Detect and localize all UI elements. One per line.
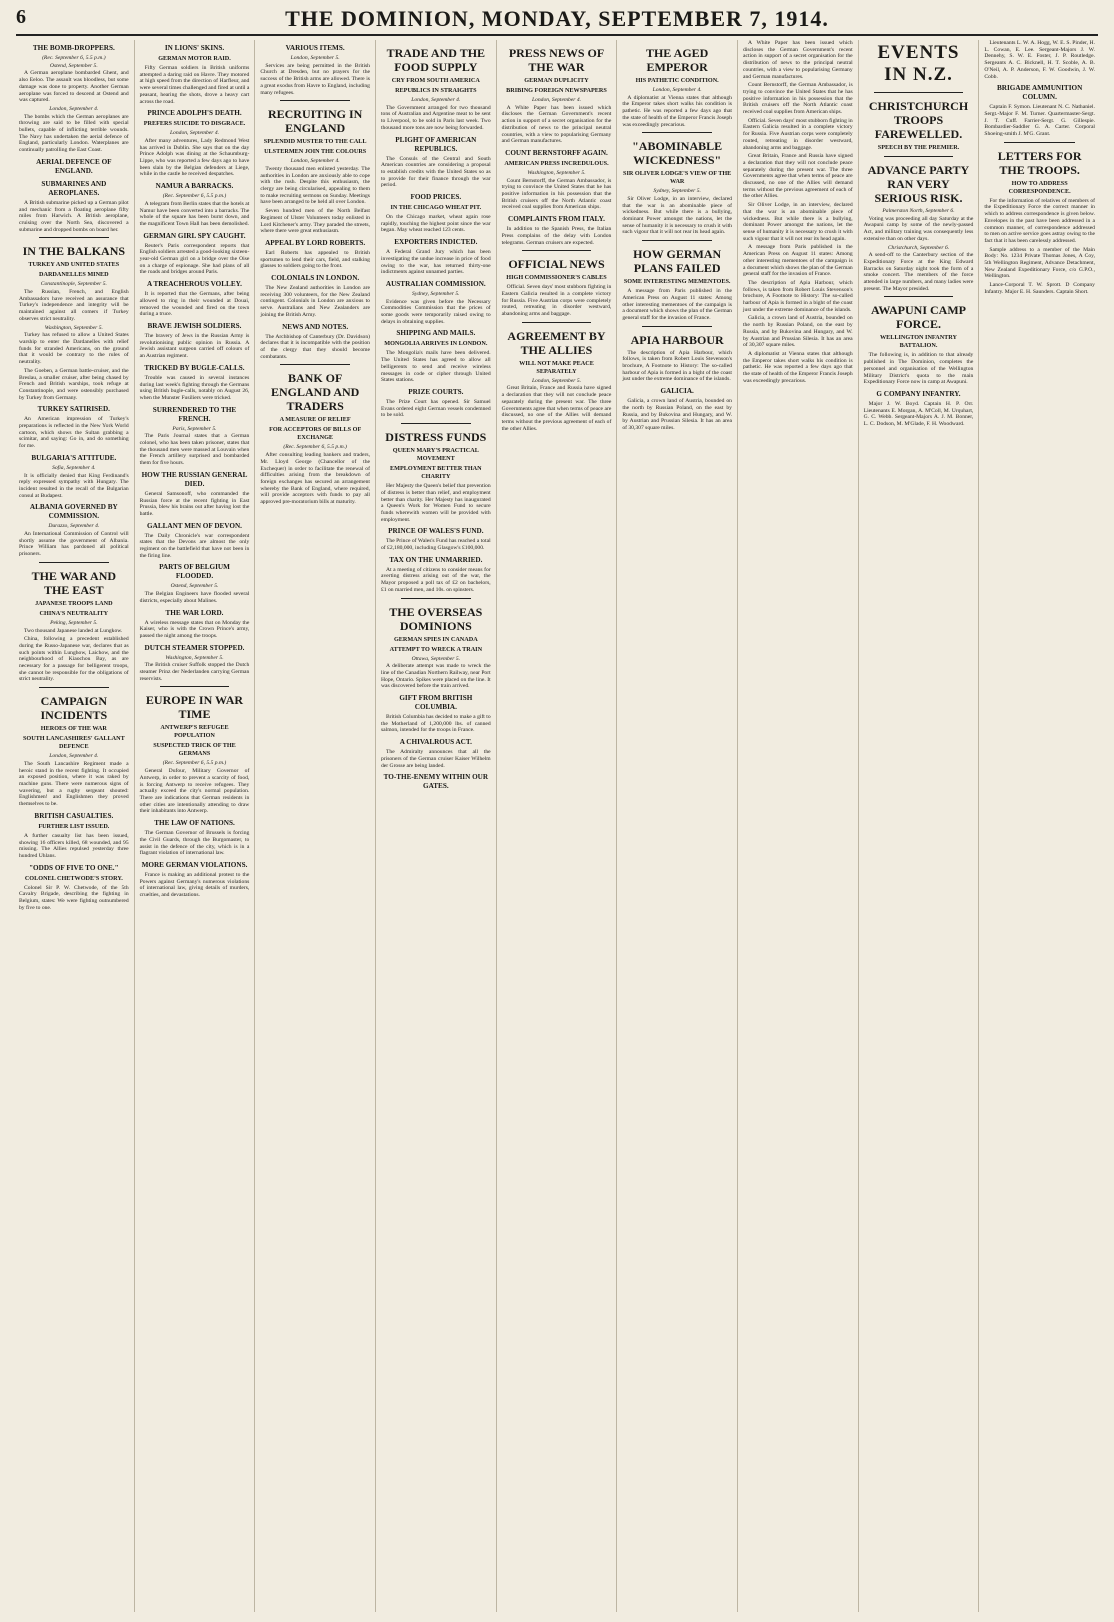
headline-recruiting: RECRUITING IN ENGLAND bbox=[267, 107, 363, 136]
dateline: Washington, September 5. bbox=[165, 654, 224, 661]
article-body: The following is, in addition to that already published in The Dominion, completes the personnel and organisation of the Wellington Military District's quota to the main Expeditionary Force now in camp at Awapuni. bbox=[863, 352, 974, 386]
headline-galicia: GALICIA. bbox=[660, 387, 694, 396]
article-body: It is officially denied that King Ferdinand's reply expressed sympathy with Hungary. The incident resulted in the recall of the Bulgarian consul at Budapest. bbox=[19, 472, 129, 499]
subhead-motor-raid: GERMAN MOTOR RAID. bbox=[158, 55, 231, 62]
article-body: The German Governor of Brussels is forcing the Civil Guards, through the Burgomaster, to assist in the defence of the city, which is in a flagrant violation of international law. bbox=[139, 830, 250, 857]
article-body: Earl Roberts has appealed to British sportsmen to lend their cars, field, and stalking glasses to soldiers going to the front. bbox=[260, 249, 370, 270]
headline-italy: COMPLAINTS FROM ITALY. bbox=[508, 215, 605, 224]
subhead-relief: A MEASURE OF RELIEF bbox=[279, 416, 351, 424]
subhead-lodge: SIR OLIVER LODGE'S VIEW OF THE WAR bbox=[623, 170, 732, 186]
subhead-cables: HIGH COMMISSIONER'S CABLES bbox=[506, 274, 607, 282]
headline-belgium-flooded: PARTS OF BELGIUM FLOODED. bbox=[159, 563, 230, 581]
subhead-wellington-battalion: WELLINGTON INFANTRY BATTALION. bbox=[879, 334, 958, 350]
subhead-employment: EMPLOYMENT BETTER THAN CHARITY bbox=[390, 465, 482, 481]
article-body: Evidence was given before the Necessary Commodities Commission that the prices of some goods were temporarily raised owing to delays in obtaining supplies. bbox=[380, 298, 491, 325]
article-body: The Prince of Wales's Fund has reached a total of £2,180,000, including Glasgow's £100,000. bbox=[380, 538, 491, 552]
headline-overseas-dominions: THE OVERSEAS DOMINIONS bbox=[389, 604, 483, 633]
article-body: The bravery of Jews in the Russian Army is revolutionising public opinion in Russia. A Jewish assistant surgeon carried off colours of an Austrian regiment. bbox=[139, 332, 250, 360]
article-body: A further casualty list has been issued, showing 16 officers killed, 68 wounded, and 95 missing. The Allies repulsed yesterday three hundred Uhlans. bbox=[19, 832, 129, 859]
subhead-ulstermen: ULSTERMEN JOIN THE COLOURS bbox=[264, 148, 367, 156]
subhead-duplicity: GERMAN DUPLICITY bbox=[524, 77, 589, 84]
name-list: Captain F. Symon. Lieutenant N. C. Nathaniel. Sergt.-Major F. M. Turner. Quartermaster-Sergt. J. T. Cuff. Farrier-Sergt. G. Gillespie. Bombardier-Saddler G. A. Carter. Corporal Shoeing-smith J. M'G. Grant. bbox=[984, 104, 1095, 138]
headline-balkans: IN THE BALKANS bbox=[22, 244, 126, 259]
subhead-chicago: IN THE CHICAGO WHEAT PIT. bbox=[390, 204, 482, 212]
subhead-acceptors: FOR ACCEPTORS OF BILLS OF EXCHANGE bbox=[269, 426, 362, 442]
article-body: The Prize Court has opened. Sir Samuel Evans ordered eight German vessels condemned to be sold. bbox=[380, 398, 491, 419]
subhead-mementoes: SOME INTERESTING MEMENTOES. bbox=[623, 278, 731, 286]
headline-europe-war-time: EUROPE IN WAR TIME bbox=[145, 693, 244, 722]
article-body: Official. Seven days' most stubborn fighting in Eastern Galicia resulted in a complete victory for Russia. Five Austrian corps were completely routed, retreating in disorder westward, abandoning arms and baggage. bbox=[742, 117, 853, 151]
article-body: Trouble was caused in several instances during last week's fighting through the Germans using British bugle-calls, notably on August 26, when the Munster Fusiliers were tricked. bbox=[139, 374, 250, 401]
subhead-address: HOW TO ADDRESS CORRESPONDENCE. bbox=[1008, 179, 1071, 195]
article-body: British Columbia has decided to make a gift to the Motherland of 1,200,000 lbs. of canned salmon, intended for the troops in France. bbox=[380, 714, 491, 734]
headline-campaign-incidents: CAMPAIGN INCIDENTS bbox=[40, 694, 108, 723]
dateline: London, September 5. bbox=[531, 377, 582, 384]
headline-colonials: COLONIALS IN LONDON. bbox=[271, 274, 360, 283]
headline-prince-fund: PRINCE OF WALES'S FUND. bbox=[388, 527, 484, 536]
dateline: Washington, September 5. bbox=[44, 324, 103, 331]
headline-shipping: SHIPPING AND MAILS. bbox=[396, 329, 476, 338]
subhead-suspected-trick: SUSPECTED TRICK OF THE GERMANS bbox=[153, 742, 236, 758]
column-5 bbox=[497, 40, 618, 1612]
headline-awapuni-camp: AWAPUNI CAMP FORCE. bbox=[870, 303, 966, 332]
headline-tax-unmarried: TAX ON THE UNMARRIED. bbox=[389, 555, 483, 564]
subhead-peace: WILL NOT MAKE PEACE SEPARATELY bbox=[519, 359, 594, 375]
subhead-china: CHINA'S NEUTRALITY bbox=[39, 609, 109, 617]
article-body: A message from Paris published in the American Press on August 11 states: Among other interesting mementoes of the campaign is a document which shows the plan of the German general staff for the invasion of France. bbox=[622, 288, 732, 321]
article-body: The Russian, French, and English Ambassadors have received an assurance that Turkey's independence and integrity will be maintained against all comers if Turkey observes strict neutrality. bbox=[19, 289, 129, 322]
article-body: Count Bernstorff, the German Ambassador, is trying to convince the United States that he has positive information in his possession that the British cruisers off the North Atlantic coast received coal supplies from American ships. bbox=[501, 177, 612, 211]
article-body: The Government arranged for two thousand tons of Australian and Argentine meat to be sent to Liverpool, to be sold in Paris last week. Two thousand more tons are now being forwarded. bbox=[380, 104, 491, 131]
article-body: China, following a precedent established during the Russo-Japanese war, declares that as such points within Lunghow, Laichow, and the neighbourhood of Kiaochou Bay, as are necessary for a passage for belligerent troops, she cannot be responsible for the obligations of strict neutrality. bbox=[19, 636, 129, 683]
subhead-further-list: FURTHER LIST ISSUED. bbox=[38, 822, 110, 830]
dateline: Sydney, September 5. bbox=[653, 188, 701, 195]
dateline: London, September 4. bbox=[531, 97, 582, 103]
dateline: Peking, September 5. bbox=[50, 619, 98, 626]
name-list: Lieutenants L. W. A. Hogg, W. E. S. Pinder, H. L. Cowan, E. Lee. Sergeant-Majors J. W. Dennehy, S. W. E. Foster, J. P. Routledge. Sergeants A. C. Bicknell, H. T. Scoble, A. B. O'Neil, A. P. Anderson, F. W. Goodwin, J. W. Cobb. bbox=[984, 40, 1095, 80]
article-body: A diplomatist at Vienna states that although the Emperor takes short walks his condition is pathetic. He was reported a few days ago that the state of health of the Emperor Francis Joseph was exceedingly precarious. bbox=[622, 94, 732, 128]
headline-odds: "ODDS OF FIVE TO ONE." bbox=[29, 863, 119, 872]
dateline: London, September 4. bbox=[169, 130, 220, 137]
article-body: Sir Oliver Lodge, in an interview, declared that the war is an abominable piece of wickedness. But while there is a bullying, dominant Power amongst the nations, let the sense of humanity it is necessary to crush it with such vigour that it will not rear its head again. bbox=[622, 195, 732, 236]
headline-letters-troops: LETTERS FOR THE TROOPS. bbox=[997, 148, 1082, 177]
headline-australian: AUSTRALIAN COMMISSION. bbox=[385, 279, 486, 288]
name-list: Major J. W. Boyd. Captain H. P. Orr. Lieutenants E. Morgan, A. M'Coll, M. Urquhart, G. C. Webb. Sergeant-Majors A. J. M. Bonner, L. C. Dodson, M. M'Glade, F. H. Woodward. bbox=[863, 400, 974, 428]
article-body: Reuter's Paris correspondent reports that English soldiers arrested a good-looking sixteen-year-old German girl on a bridge over the Oise on a charge of espionage. She had plans of all the roads and bridges around Paris. bbox=[139, 242, 250, 276]
headline-distress-funds: DISTRESS FUNDS bbox=[385, 430, 487, 445]
article-body: General Dufour, Military Governor of Antwerp, in order to prevent a scarcity of food, is forcing Antwerp to receive refugees. They actually exceed the city's normal population. There are indications that German residents in other cities are intentionally attending to draw their inhabitants into Antwerp. bbox=[139, 768, 250, 815]
article-body: The Mongolia's mails have been delivered. The United States has agreed to allow all belligerents to send and receive wireless messages in code or cipher through United States stations. bbox=[380, 350, 491, 384]
column-8 bbox=[859, 40, 980, 1612]
article-body: A message from Paris published in the American Press on August 11 states: Among other interesting mementoes of the campaign is a document which shows the plan of the German general staff for the invasion of France. bbox=[742, 244, 853, 278]
article-body: The bombs which the German aeroplanes are throwing are said to be filled with special bullets, capable of inflicting terrible wounds. The Navy has undertaken the aerial defence of England, particularly London. Waterplanes are continually patrolling the East Coast. bbox=[19, 113, 129, 154]
headline-bomb-droppers: THE BOMB-DROPPERS. bbox=[32, 44, 115, 52]
dateline: Ostend, September 5. bbox=[170, 583, 219, 590]
article-body: Services are being permitted in the British Church at Dresden, but no prayers for the success of the British arms are allowed. There is a great exodus from Havre to England, including many refugees. bbox=[260, 62, 370, 96]
article-body: The Consuls of the Central and South American countries are considering a proposal to establish credits with the United States so as to provide for their finance through the war period. bbox=[380, 155, 491, 189]
article-body: The South Lancashire Regiment made a heroic stand in the recent fighting. It occupied an exposed position, where it was raked by machine guns. There were numerous signs of wavering, but a rugby sergeant shouted: Englishmen! and Englishmen they proved themselves to be. bbox=[19, 760, 129, 808]
headline-exporters: EXPORTERS INDICTED. bbox=[394, 238, 478, 247]
newspaper-columns bbox=[14, 40, 1100, 1612]
column-3 bbox=[255, 40, 376, 1612]
article-body: The Daily Chronicle's war correspondent states that the Devons are almost the only regiment on the battlefield that have not been in the firing line. bbox=[139, 532, 250, 559]
headline-various-items: VARIOUS ITEMS. bbox=[285, 44, 345, 52]
headline-prize-courts: PRIZE COURTS. bbox=[408, 387, 464, 396]
headline-brigade-column: BRIGADE AMMUNITION COLUMN. bbox=[997, 84, 1083, 102]
dateline: Paris, September 5. bbox=[172, 425, 217, 432]
column-9 bbox=[979, 40, 1100, 1612]
subhead-turkey: TURKEY AND UNITED STATES bbox=[28, 261, 120, 269]
subhead-chetwode: COLONEL CHETWODE'S STORY. bbox=[24, 874, 123, 882]
headline-wickedness: "ABOMINABLE WICKEDNESS" bbox=[632, 139, 723, 168]
subhead-suicide: PREFERS SUICIDE TO DISGRACE. bbox=[143, 120, 246, 128]
article-body: Turkey has refused to allow a United States warship to enter the Dardanelles with relief funds for stranded Americans, on the ground that it would be contrary to the rules of neutrality. bbox=[19, 332, 129, 366]
dateline: (Rec. September 6, 5.5 p.m.) bbox=[162, 193, 227, 200]
dateline: Christchurch, September 6. bbox=[887, 244, 950, 251]
dateline: (Rec. September 6, 5.5 p.m.) bbox=[283, 444, 347, 451]
dateline: London, September 4. bbox=[49, 105, 99, 112]
article-body: It is reported that the Germans, after being allowed to ring in their wounded at Douai, removed the wounded and fired on the town during a truce. bbox=[139, 291, 250, 318]
article-body: After consulting leading bankers and traders, Mr. Lloyd George (Chancellor of the Exchequer) in order to facilitate the renewal of difficulties arising from the breakdown of foreign exchanges has secured an arrangement whereby the Bank of England, where required, will provide acceptors with funds to pay all approved pre-moratorium bills at maturity. bbox=[260, 452, 370, 506]
article-body: Galicia, a crown land of Austria, bounded on the north by Russian Poland, on the east by Russia, and by Bukovina and Hungary, and W. by Austrian and Prussian Silesia. It has an area of 30,307 square miles. bbox=[622, 398, 732, 431]
headline-british-casualties: BRITISH CASUALTIES. bbox=[34, 811, 114, 820]
article-body: Her Majesty the Queen's belief that prevention of distress is better than relief, and employment better than charity. Her Majesty has inaugurated a Queen's Work for Women Fund to secure funds wherewith women will be provided with employment. bbox=[380, 483, 491, 523]
article-body: Two thousand Japanese landed at Lungkow. bbox=[24, 627, 123, 634]
dateline: Durazzo, September 4. bbox=[48, 523, 100, 530]
column-6 bbox=[617, 40, 738, 1612]
headline-namur: NAMUR A BARRACKS. bbox=[155, 182, 234, 191]
article-body: Count Bernstorff, the German Ambassador, is trying to convince the United States that he has positive information in his possession that the British cruisers off the North Atlantic coast received coal supplies from American ships. bbox=[742, 82, 853, 116]
column-2 bbox=[135, 40, 256, 1612]
article-body: Official. Seven days' most stubborn fighting in Eastern Galicia resulted in a complete victory for Russia. Five Austrian corps were completely routed, retreating in disorder westward, abandoning arms and baggage. bbox=[501, 284, 612, 318]
article-body: Seven hundred men of the North Belfast Regiment of Ulster Volunteers today enlisted in Lord Kitchener's army. They paraded the streets, where there were great enthusiasm. bbox=[260, 208, 370, 235]
headline-agreement-allies: AGREEMENT BY THE ALLIES bbox=[507, 328, 606, 357]
dateline: Ottawa, September 5. bbox=[411, 655, 461, 662]
subhead-spies-canada: GERMAN SPIES IN CANADA bbox=[393, 635, 478, 643]
article-body: The description of Apia Harbour, which follows, is taken from Robert Louis Stevenson's brochure, A Footnote to History: The so-called harbour of Apia is formed in a bight of the coast just under the extreme dominance of the islands. bbox=[742, 279, 853, 313]
headline-bugle: TRICKED BY BUGLE-CALLS. bbox=[144, 363, 245, 372]
article-body: Colonel Sir P. W. Chetwode, of the 5th Cavalry Brigade, describing the fighting in Belgium, states: We were fighting outnumbered by five to one. bbox=[19, 884, 129, 911]
headline-plans-failed: HOW GERMAN PLANS FAILED bbox=[633, 247, 722, 276]
headline-devon: GALLANT MEN OF DEVON. bbox=[147, 521, 242, 530]
headline-dutch-steamer: DUTCH STEAMER STOPPED. bbox=[144, 643, 245, 652]
article-body: The British cruiser Suffolk stopped the Dutch steamer Prinz der Nederlanden carrying German reservists. bbox=[139, 662, 250, 682]
headline-jewish: BRAVE JEWISH SOLDIERS. bbox=[147, 321, 242, 330]
article-body: Great Britain, France and Russia have signed a declaration that they will not conclude peace separately during the present war. The three Governments agree that when terms of peace are discussed, no one of the Allies will demand terms without the previous agreement of each of the other Allies. bbox=[501, 385, 612, 432]
article-body: Sir Oliver Lodge, in an interview, declared that the war is an abominable piece of wickedness. But while there is a bullying, dominant Power amongst the nations, let the sense of humanity it is necessary to crush it with such vigour that it will not rear its head again. bbox=[742, 202, 853, 242]
headline-violations: MORE GERMAN VIOLATIONS. bbox=[141, 860, 248, 869]
headline-war-lord: THE WAR LORD. bbox=[165, 608, 224, 617]
subhead-premier: SPEECH BY THE PREMIER. bbox=[877, 144, 960, 151]
dateline: Sofia, September 4. bbox=[52, 464, 96, 471]
headline-trade-food: TRADE AND THE FOOD SUPPLY bbox=[386, 46, 486, 74]
article-body: Fifty German soldiers in British uniforms attempted a daring raid on Havre. They motored at high speed from the direction of Harfleur, and were several times challenged and fired at until a peasant, hearing the shots, drove a heavy cart across the road. bbox=[139, 65, 250, 105]
dateline: Palmerston North, September 6. bbox=[882, 208, 955, 214]
article-body: The Paris Journal states that a German colonel, who has been taken prisoner, states that the thousand men were massed at Louvain when the French artillery surprised and bombarded them for five hours. bbox=[139, 433, 250, 467]
article-body: A deliberate attempt was made to wreck the line of the Canadian Northern Railway, near Port Hope, Ontario. Spikes were placed on the line. It was discovered before the train arrived. bbox=[380, 663, 491, 690]
headline-surrendered: SURRENDERED TO THE FRENCH. bbox=[152, 405, 237, 423]
headline-law-of-nations: THE LAW OF NATIONS. bbox=[154, 819, 235, 828]
article-body: The description of Apia Harbour, which follows, is taken from Robert Louis Stevenson's brochure, A Footnote to History: The so-called harbour of Apia is formed in a bight of the coast just under the extreme dominance of the islands. bbox=[622, 349, 732, 383]
dateline: Sydney, September 5. bbox=[412, 290, 460, 297]
headline-girl-spy: GERMAN GIRL SPY CAUGHT. bbox=[143, 231, 246, 240]
headline-enemy-within: TO-THE-ENEMY WITHIN OUR GATES. bbox=[383, 773, 489, 791]
dateline: London, September 4. bbox=[652, 87, 702, 93]
headline-albania: ALBANIA GOVERNED BY COMMISSION. bbox=[29, 503, 118, 521]
subhead-japanese: JAPANESE TROOPS LAND bbox=[35, 599, 113, 607]
article-body: On the Chicago market, wheat again rose rapidly, touching the highest point since the war began. May wheat reached 123 cents. bbox=[380, 214, 491, 234]
headline-bulgaria: BULGARIA'S ATTITUDE. bbox=[31, 453, 117, 462]
name-list: Lance-Corporal T. W. Sprott. D Company Infantry. Major E. H. Saunders. Captain Short. bbox=[984, 282, 1095, 295]
newspaper-title: THE DOMINION, MONDAY, SEPTEMBER 7, 1914. bbox=[285, 6, 829, 31]
subhead-dardanelles: DARDANELLES MINED bbox=[39, 271, 109, 279]
article-body: The New Zealand authorities in London are receiving 300 volunteers, for the New Zealand contingent. Colonials in London are anxious to serve. Australians and New Zealanders are joining the British Army. bbox=[260, 285, 370, 318]
headline-bernstorff: COUNT BERNSTORFF AGAIN. bbox=[505, 148, 608, 157]
subhead-splendid-muster: SPLENDID MUSTER TO THE CALL bbox=[263, 138, 367, 146]
column-4 bbox=[376, 40, 497, 1612]
headline-turkey-satirised: TURKEY SATIRISED. bbox=[37, 405, 110, 414]
dateline: London, September 4. bbox=[49, 753, 99, 760]
headline-chivalrous: A CHIVALROUS ACT. bbox=[399, 738, 472, 747]
page-number: 6 bbox=[16, 6, 26, 28]
headline-g-company: G COMPANY INFANTRY. bbox=[876, 389, 961, 398]
article-body: A wireless message states that on Monday the Kaiser, who is with the Crown Prince's army, passed the night among the troops. bbox=[139, 619, 250, 639]
subhead-republics: REPUBLICS IN STRAIGHTS bbox=[395, 87, 477, 94]
subhead-queen-mary: QUEEN MARY'S PRACTICAL MOVEMENT bbox=[392, 447, 479, 463]
headline-aerial-defence: AERIAL DEFENCE OF ENGLAND. bbox=[36, 157, 112, 175]
article-body: The Goeben, a German battle-cruiser, and the Breslau, a smaller cruiser, after being chased by French and British warships, took refuge at Constantinople, and were ostensibly purchased by Turkey from Germany. bbox=[19, 367, 129, 401]
article-body: A send-off to the Canterbury section of the Expeditionary Force at the King Edward Barracks on Saturday night took the form of a smoke concert. The members of the force attended in large numbers, and many ladies were present. The Mayor presided. bbox=[863, 252, 974, 292]
headline-press-news: PRESS NEWS OF THE WAR bbox=[508, 46, 605, 74]
headline-apia-harbour: APIA HARBOUR bbox=[630, 332, 724, 347]
headline-official-news: OFFICIAL NEWS bbox=[508, 257, 605, 272]
headline-aged-emperor: THE AGED EMPEROR bbox=[645, 46, 709, 74]
article-body: A British submarine picked up a German pilot and mechanic from a floating aeroplane fifty miles from Harwich. A British aeroplane, cruising over the North Sea, discovered a submarine and dropped bombs on board her. bbox=[19, 199, 129, 233]
article-body: The Archbishop of Canterbury (Dr. Davidson) declares that it is incompatible with the position of the clergy that they should become combatants. bbox=[260, 333, 370, 360]
article-body: A Federal Grand Jury which has been investigating the undue increase in price of food owing to the war, has returned thirty-one indictments against unnamed parties. bbox=[380, 249, 491, 276]
headline-food-prices: FOOD PRICES. bbox=[410, 193, 462, 202]
headline-gift-bc: GIFT FROM BRITISH COLUMBIA. bbox=[399, 694, 473, 712]
article-body: General Samsonoff, who commanded the Russian force at the recent fighting in East Prussia, blew his brains out after having lost the battle. bbox=[139, 490, 250, 517]
headline-christchurch-troops: CHRISTCHURCH TROOPS FAREWELLED. bbox=[868, 99, 969, 141]
headline-events-nz: EVENTS IN N.Z. bbox=[877, 42, 960, 85]
subhead-south-america: CRY FROM SOUTH AMERICA bbox=[391, 77, 480, 84]
headline-advance-party: ADVANCE PARTY RAN VERY SERIOUS RISK. bbox=[867, 163, 970, 205]
subhead-american-press: AMERICAN PRESS INCREDULOUS. bbox=[504, 159, 609, 167]
dateline: Constantinople, September 5. bbox=[40, 281, 107, 288]
article-body: At a meeting of citizens to consider means for averting distress arising out of the war, the Mayor proposed a poll tax of £2 on bachelors, £1 on married men, and 10s. on spinsters. bbox=[380, 566, 491, 593]
article-body: The Belgian Engineers have flooded several districts, especially about Malines. bbox=[139, 591, 250, 604]
article-body: Great Britain, France and Russia have signed a declaration that they will not conclude peace separately during the present war. The three Governments agree that when terms of peace are discussed, no one of the Allies will demand terms without the previous agreement of each of the other Allies. bbox=[742, 153, 853, 200]
dateline: Washington, September 5. bbox=[527, 169, 586, 176]
headline-lions-skins: IN LIONS' SKINS. bbox=[164, 44, 225, 52]
subhead-antwerp: ANTWERP'S REFUGEE POPULATION bbox=[160, 724, 229, 740]
article-body: In addition to the Spanish Press, the Italian Press complains of the delay with London telegrams. German cruisers are expected. bbox=[501, 226, 612, 246]
subhead-pathetic: HIS PATHETIC CONDITION. bbox=[635, 77, 719, 84]
article-body: For the information of relatives of members of the Expeditionary Force the correct manner in which to address correspondence is given below. Envelopes in the past have been addressed in a common manner, of correspondence addressed to men on active service goes astray owing to the fact that it has been carelessly addressed. bbox=[984, 197, 1095, 244]
subhead-lancashires: SOUTH LANCASHIRES' GALLANT DEFENCE bbox=[22, 735, 125, 751]
subhead-wreck-train: ATTEMPT TO WRECK A TRAIN bbox=[389, 645, 483, 653]
article-body: An American impression of Turkey's preparations is reflected in the New York World cartoon, which shows the Sultan grabbing a scimitar, and saying: Go in, and do something for me. bbox=[19, 416, 129, 450]
article-body: Galicia, a crown land of Austria, bounded on the north by Russian Poland, on the east by Russia, and by Bukovina and Hungary, and W. by Austrian and Prussian Silesia. It has an area of 30,307 square miles. bbox=[742, 315, 853, 349]
subhead-heroes: HEROES OF THE WAR bbox=[40, 725, 107, 733]
headline-appeal-roberts: APPEAL BY LORD ROBERTS. bbox=[265, 238, 366, 247]
article-body: A German aeroplane bombarded Ghent, and also Eeloo. The assault was bloodless, but some damage was done to property. Another German aeroplane was forced to descend at Ostend and was captured. bbox=[19, 70, 129, 104]
headline-news-notes: NEWS AND NOTES. bbox=[282, 322, 349, 331]
dateline: Ostend, September 5. bbox=[49, 62, 98, 69]
column-7 bbox=[738, 40, 859, 1612]
headline-submarines: SUBMARINES AND AEROPLANES. bbox=[41, 179, 107, 197]
headline-treacherous: A TREACHEROUS VOLLEY. bbox=[146, 280, 242, 289]
column-1 bbox=[14, 40, 135, 1612]
article-body: Twenty thousand men enlisted yesterday. The authorities in London are anxiously able to cope with the rush. Despite this enthusiasm, the clergy are being circularised, appealing to them to make recruiting sermons on Sunday. Meetings have been arranged to be held all over London. bbox=[260, 165, 370, 206]
article-body: After many adventures, Lady Redmond West has arrived in Dublin. She says that on the day Prince Adolph was dining at the Schaumburg-Lippe, who was reported a few days ago to have been slain by the Belgian defenders at Liege, while in the castle he received despatches. bbox=[139, 137, 250, 178]
headline-bank-of-england: BANK OF ENGLAND AND TRADERS bbox=[270, 371, 360, 414]
headline-russian-general: HOW THE RUSSIAN GENERAL DIED. bbox=[141, 470, 248, 488]
headline-plight: PLIGHT OF AMERICAN REPUBLICS. bbox=[395, 135, 477, 153]
headline-adolph: PRINCE ADOLPH'S DEATH. bbox=[147, 109, 242, 118]
article-body: A White Paper has been issued which discloses the German Government's recent action in support of a secret organisation for the distribution of news to the principal neutral countries, with a view to popularising Germany and German manufactures. bbox=[742, 40, 853, 80]
article-body: France is making an additional protest to the Powers against Germany's numerous violations of international law, giving details of murders, cruelties, and devastations. bbox=[139, 871, 250, 899]
dateline: (Rec. September 6, 5.5 p.m.) bbox=[42, 55, 106, 61]
subhead-bribing: BRIBING FOREIGN NEWSPAPERS bbox=[506, 87, 607, 94]
article-body: An International Commission of Control will shortly assume the government of Albania. Prince William has pardoned all political prisoners. bbox=[19, 531, 129, 558]
headline-war-east: THE WAR AND THE EAST bbox=[31, 568, 117, 597]
dateline: London, September 5. bbox=[290, 55, 340, 61]
dateline: London, September 4. bbox=[411, 97, 461, 103]
subhead-mongolia: MONGOLIA ARRIVES IN LONDON. bbox=[384, 340, 488, 348]
article-body: A diplomatist at Vienna states that although the Emperor takes short walks his condition is pathetic. He was reported a few days ago that the state of health of the Emperor Francis Joseph was exceedingly precarious. bbox=[742, 350, 853, 384]
article-body: A White Paper has been issued which discloses the German Government's recent action in support of a secret organisation for the distribution of news to the principal neutral countries, with a view to popularising Germany and German manufactures. bbox=[501, 104, 612, 145]
dateline: (Rec. September 6, 5.5 p.m.) bbox=[162, 760, 227, 767]
masthead bbox=[16, 4, 1098, 36]
article-body: Sample address to a member of the Main Body: No. 1234 Private Thomas Jones, A Coy, 5th Wellington Regiment, Advance Detachment, New Zealand Expeditionary Force, c/o G.P.O., Wellington. bbox=[984, 246, 1095, 280]
article-body: The Admiralty announces that all the prisoners of the German cruiser Kaiser Wilhelm der Grosse are being landed. bbox=[380, 749, 491, 769]
article-body: Voting was proceeding all day Saturday at the Awapuni camp by some of the newly-passed Act, and military training was consequently less extensive than on other days. bbox=[863, 215, 974, 242]
dateline: London, September 4. bbox=[290, 158, 340, 165]
article-body: A telegram from Berlin states that the hotels at Namur have been converted into a barracks. The whole of the square has been burnt down, and the magnificent Town Hall has been demolished. bbox=[139, 200, 250, 227]
